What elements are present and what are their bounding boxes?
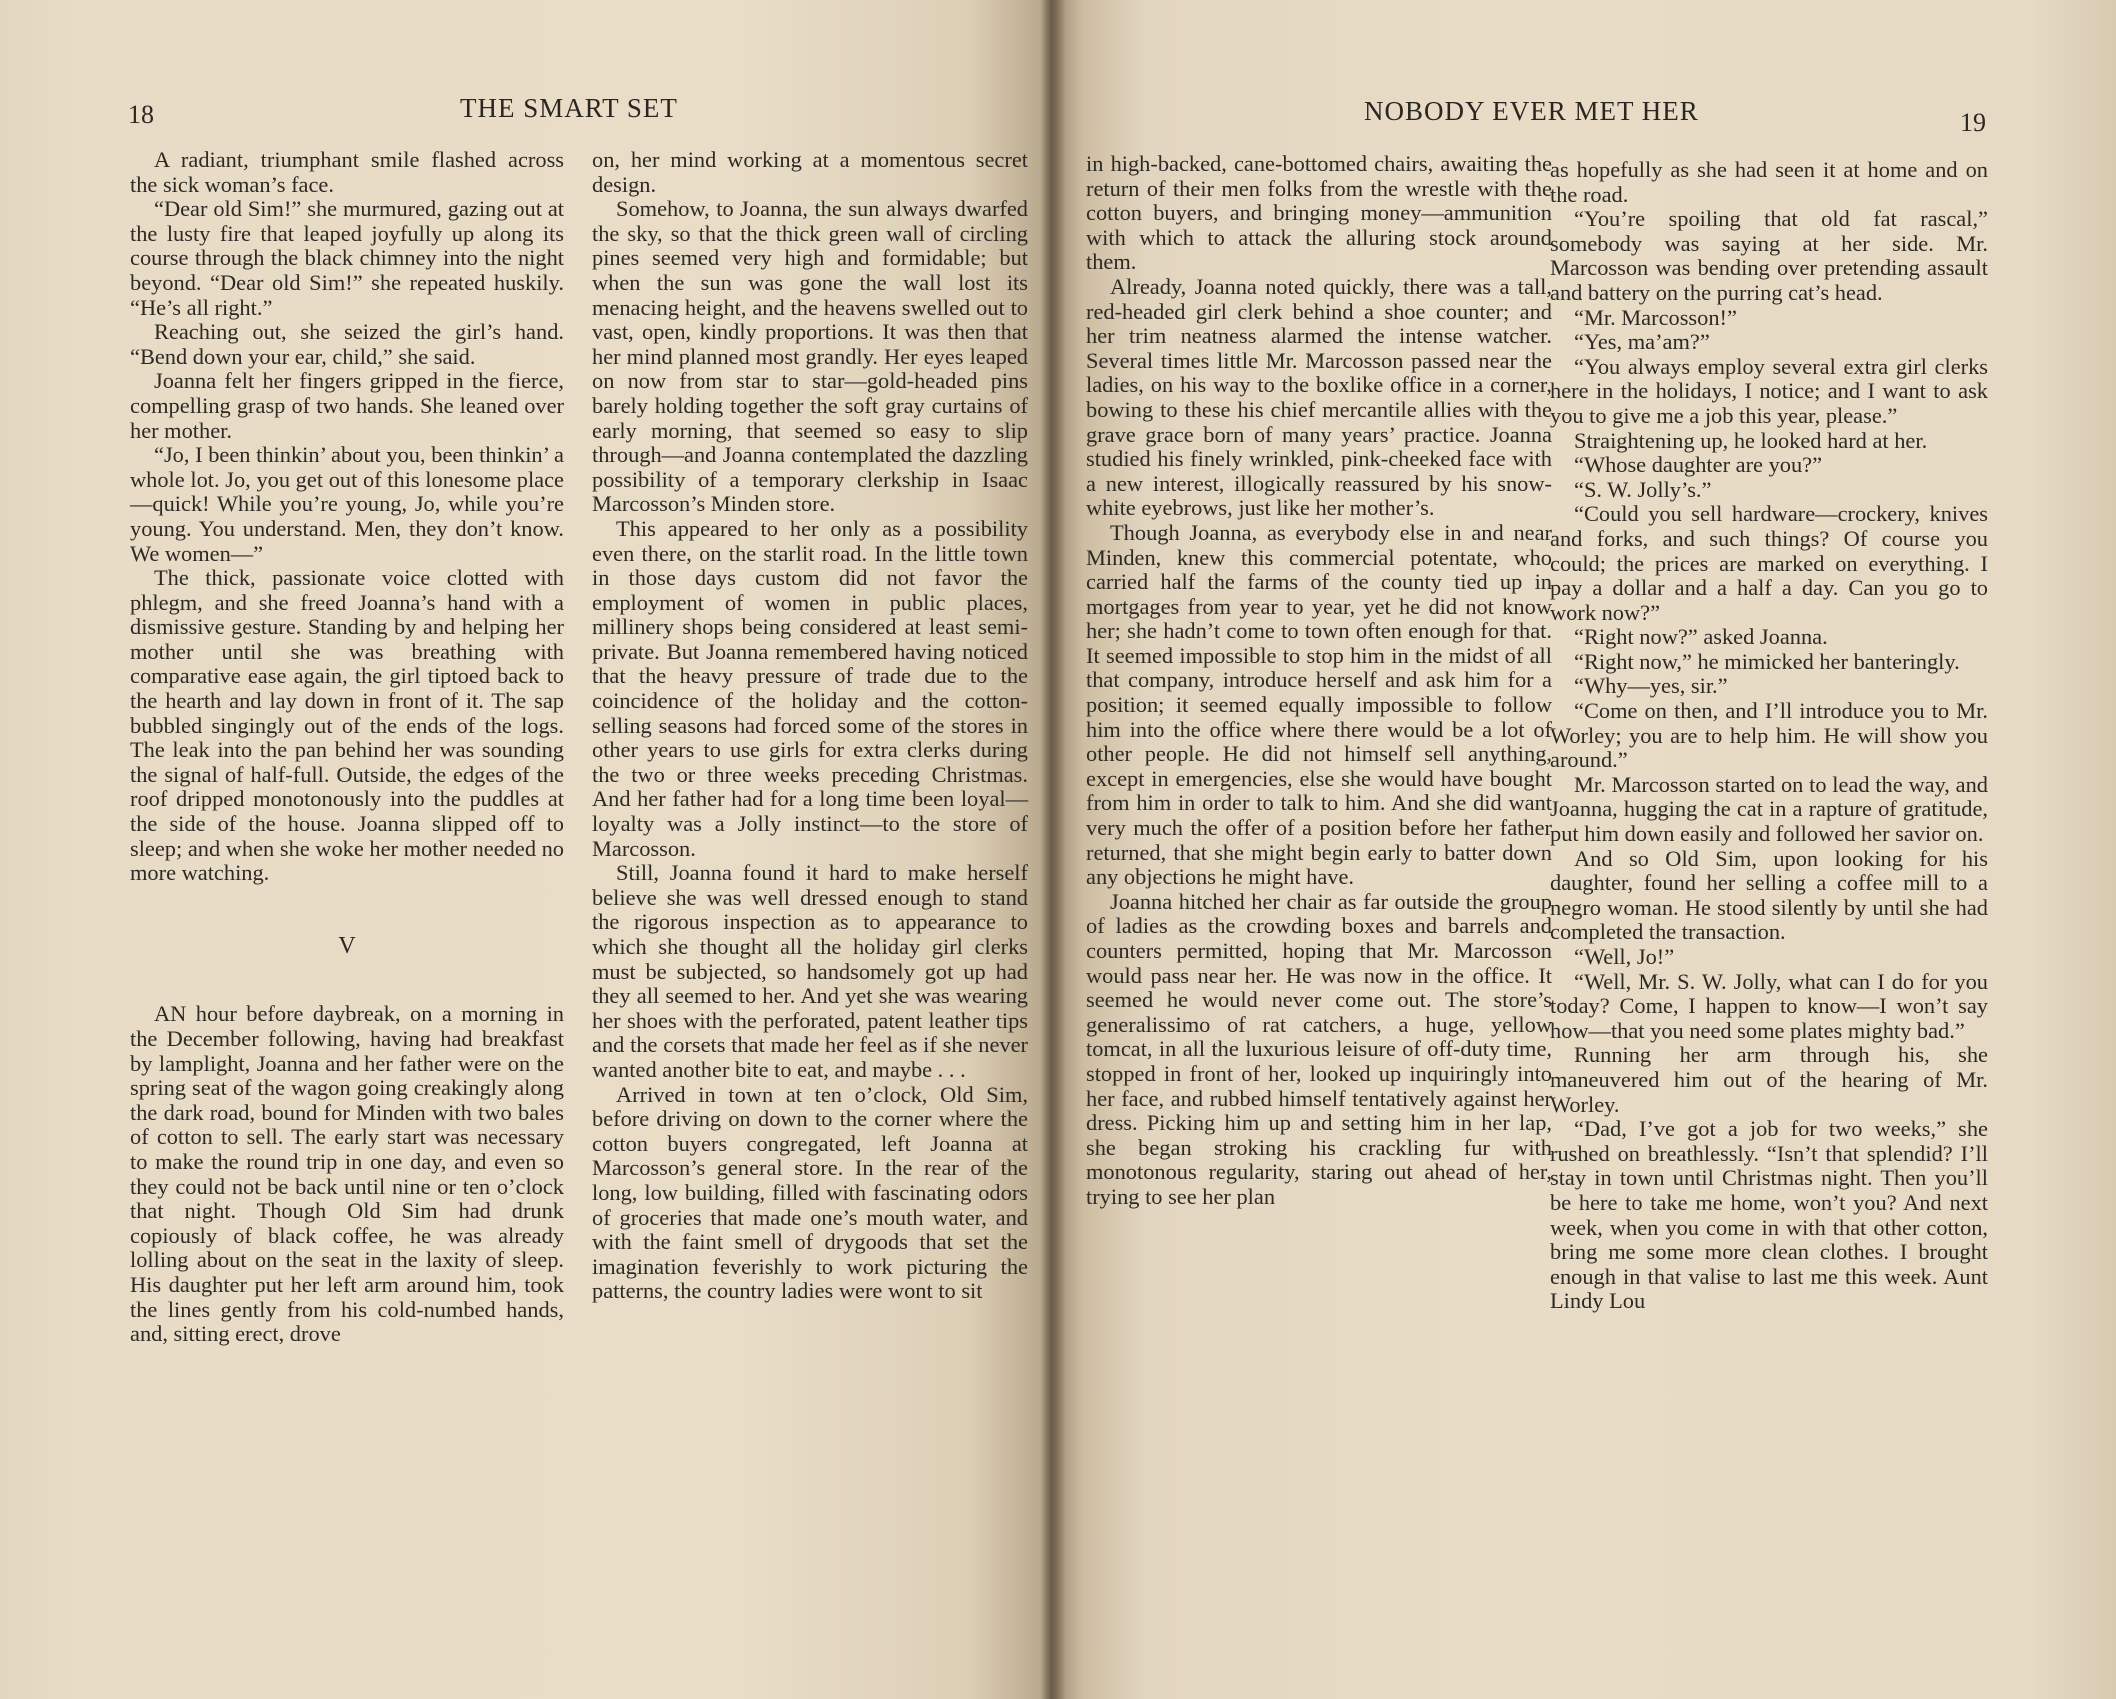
paragraph: “Right now?” asked Joanna. [1574, 624, 1828, 650]
paragraph: Joanna felt her fingers gripped in the fierce, compelling grasp of two hands. She leaned over her mother. [130, 368, 564, 443]
paragraph: “S. W. Jolly’s.” [1574, 476, 1712, 502]
paragraph: “Mr. Marcosson!” [1574, 304, 1737, 330]
paragraph: Mr. Marcosson started on to lead the way, and Joanna, hugging the cat in a rapture of gratitude, put him down easily and followed her savior on. [1550, 771, 1988, 847]
paragraph: Somehow, to Joanna, the sun always dwarfed the sky, so that the thick green wall of circling pines seemed very high and formidable; but when the sun was gone the wall lost its menacing height, and the heavens swelled out to vast, open, kindly proportions. It was then that her mind planned most grandly. Her eyes leaped on now from star to star—gold-headed pins barely holding together the soft gray curtains of early morning, that seemed so easy to slip through—and Joanna contemplated the dazzling possibility of a temporary clerkship in Isaac Marcosson’s Minden store. [592, 196, 1028, 517]
paragraph: “Jo, I been thinkin’ about you, been thinkin’ a whole lot. Jo, you get out of this lonesome place—quick! While you’re young, Jo, while you’re young. You understand. Men, they don’t know. We women—” [130, 442, 564, 566]
paragraph: Still, Joanna found it hard to make herself believe she was well dressed enough to stand the rigorous inspection as to appearance to which she thought all the holiday girl clerks must be subjected, so handsomely got up had they all seemed to her. And yet she was wearing her shoes with the perforated, patent leather tips and the corsets that made her feel as if she never wanted another bite to eat, and maybe . . . [592, 860, 1028, 1082]
paragraph: “You always employ several extra girl clerks here in the holidays, I notice; and I want to ask you to give me a job this year, please.” [1550, 353, 1988, 428]
paragraph: Joanna hitched her chair as far outside the group of ladies as the crowding boxes and barrels and counters permitted, hoping that Mr. Marcosson would pass near her. He was now in the office. It seemed he would never come out. The store’s generalissimo of rat catchers, a huge, yellow tomcat, in all the luxurious leisure of off-duty time, stopped in front of her, looked up inquiringly into her face, and rubbed himself tentatively against her dress. Picking him up and setting him in her lap, she began stroking his crackling fur with monotonous regularity, staring out ahead of her, trying to see her plan [1086, 888, 1552, 1209]
paragraph: Running her arm through his, she maneuvered him out of the hearing of Mr. Worley. [1550, 1042, 1988, 1117]
paragraph: as hopefully as she had seen it at home and on the road. [1550, 157, 1988, 207]
right-page [1052, 0, 2116, 1699]
paragraph: A radiant, triumphant smile flashed across the sick woman’s face. [130, 147, 564, 197]
page-number: 18 [128, 100, 154, 129]
paragraph: Reaching out, she seized the girl’s hand. “Bend down your ear, child,” she said. [130, 319, 564, 369]
paragraph: Arrived in town at ten o’clock, Old Sim, before driving on down to the corner where the cotton buyers congregated, left Joanna at Marcosson’s general store. In the rear of the long, low building, filled with fascinating odors of groceries that made one’s mouth water, and with the faint smell of drygoods that set the imagination feverishly to work picturing the patterns, the country ladies were wont to sit [592, 1081, 1028, 1304]
left-page [0, 0, 1052, 1699]
left-page-column-1 [130, 148, 564, 1347]
section-number: V [338, 932, 356, 959]
paragraph: “You’re spoiling that old fat rascal,” somebody was saying at her side. Mr. Marcosson was bending over pretending assault and battery on the purring cat’s head. [1550, 206, 1988, 305]
page-number: 19 [1960, 108, 1986, 137]
paragraph: “Well, Jo!” [1574, 944, 1675, 969]
paragraph: “Come on then, and I’ll introduce you to Mr. Worley; you are to help him. He will show you around.” [1550, 698, 1988, 773]
paragraph: in high-backed, cane-bottomed chairs, awaiting the return of their men folks from the wrestle with the cotton buyers, and bringing money—ammunition with which to attack the alluring stock around them. [1086, 151, 1552, 275]
paragraph: “Whose daughter are you?” [1574, 452, 1823, 478]
paragraph: Already, Joanna noted quickly, there was a tall, red-headed girl clerk behind a shoe counter; and her trim neatness alarmed the intense watcher. Several times little Mr. Marcosson passed near the ladies, on his way to the boxlike office in a corner, bowing to these his chief mercantile allies with the grave grace born of many years’ practice. Joanna studied his finely wrinkled, pink-cheeked face with a new interest, illogically reassured by his snow-white eyebrows, just like her mother’s. [1086, 273, 1552, 521]
paragraph: Straightening up, he looked hard at her. [1574, 427, 1928, 453]
running-head: THE SMART SET [460, 93, 678, 123]
paragraph: The thick, passionate voice clotted with phlegm, and she freed Joanna’s hand with a dismissive gesture. Standing by and helping her mother until she was breathing with comparative ease again, the girl tiptoed back to the hearth and lay down in front of it. The sap bubbled singingly out of the ends of the logs. The leak into the pan behind her was sounding the signal of half-full. Outside, the edges of the roof dripped monotonously into the puddles at the side of the house. Joanna slipped off to sleep; and when she woke her mother needed no more watching. [130, 565, 564, 886]
paragraph: “Dear old Sim!” she murmured, gazing out at the lusty fire that leaped joyfully up along its course through the black chimney into the night beyond. “Dear old Sim!” she repeated huskily. “He’s all right.” [130, 196, 564, 320]
right-page-column-2 [1550, 158, 1988, 1314]
paragraph: “Dad, I’ve got a job for two weeks,” she rushed on breathlessly. “Isn’t that splendid? I’ll stay in town until Christmas night. Then you’ll be here to take me home, won’t you? And next week, when you come in with that other cotton, bring me some more clean clothes. I brought enough in that valise to last me this week. Aunt Lindy Lou [1550, 1116, 1988, 1314]
paragraph: “Right now,” he mimicked her banteringly. [1574, 648, 1960, 674]
right-page-column-1 [1086, 152, 1552, 1210]
paragraph: And so Old Sim, upon looking for his daughter, found her selling a coffee mill to a negro woman. He stood silently by until she had completed the transaction. [1550, 845, 1988, 945]
running-head: NOBODY EVER MET HER [1364, 96, 1699, 126]
book-gutter [1040, 0, 1066, 1699]
paragraph: “Could you sell hardware—crockery, knives and forks, and such things? Of course you could; the prices are marked on everything. I pay a dollar and a half a day. Can you go to work now?” [1550, 501, 1988, 625]
paragraph: “Yes, ma’am?” [1574, 329, 1710, 355]
paragraph: This appeared to her only as a possibility even there, on the starlit road. In the little town in those days custom did not favor the employment of women in public places, millinery shops being considered at least semi-private. But Joanna remembered having noticed that the heavy pressure of trade due to the coincidence of the holiday and the cotton-selling seasons had forced some of the stores in other years to use girls for extra clerks during the two or three weeks preceding Christmas. And her father had for a long time been loyal—loyalty was a Jolly instinct—to the store of Marcosson. [592, 515, 1028, 861]
paragraph: Though Joanna, as everybody else in and near Minden, knew this commercial potentate, who carried half the farms of the county tied up in mortgages from year to year, yet he did not know her; she hadn’t come to town often enough for that. It seemed impossible to stop him in the midst of all that company, introduce herself and ask him for a position; it seemed equally impossible to follow him into the office where there would be a lot of other people. He did not himself sell anything, except in emergencies, else she would have bought from him in order to talk to him. And she did want very much the offer of a position before her father returned, that she might begin early to batter down any objections he might have. [1086, 519, 1552, 890]
paragraph: “Well, Mr. S. W. Jolly, what can I do for you today? Come, I happen to know—I won’t say how—that you need some plates mighty bad.” [1550, 968, 1988, 1043]
paragraph: AN hour before daybreak, on a morning in the December following, having had breakfast by lamplight, Joanna and her father were on the spring seat of the wagon going creakingly along the dark road, bound for Minden with two bales of cotton to sell. The early start was necessary to make the round trip in one day, and even so they could not be back until nine or ten o’clock that night. Though Old Sim had drunk copiously of black coffee, he was already lolling about on the seat in the laxity of sleep. His daughter put her left arm around him, took the lines gently from his cold-numbed hands, and, sitting erect, drove [130, 1001, 564, 1347]
paragraph: “Why—yes, sir.” [1574, 673, 1728, 699]
paragraph: on, her mind working at a momentous secret design. [592, 147, 1028, 197]
left-page-column-2 [592, 148, 1028, 1304]
